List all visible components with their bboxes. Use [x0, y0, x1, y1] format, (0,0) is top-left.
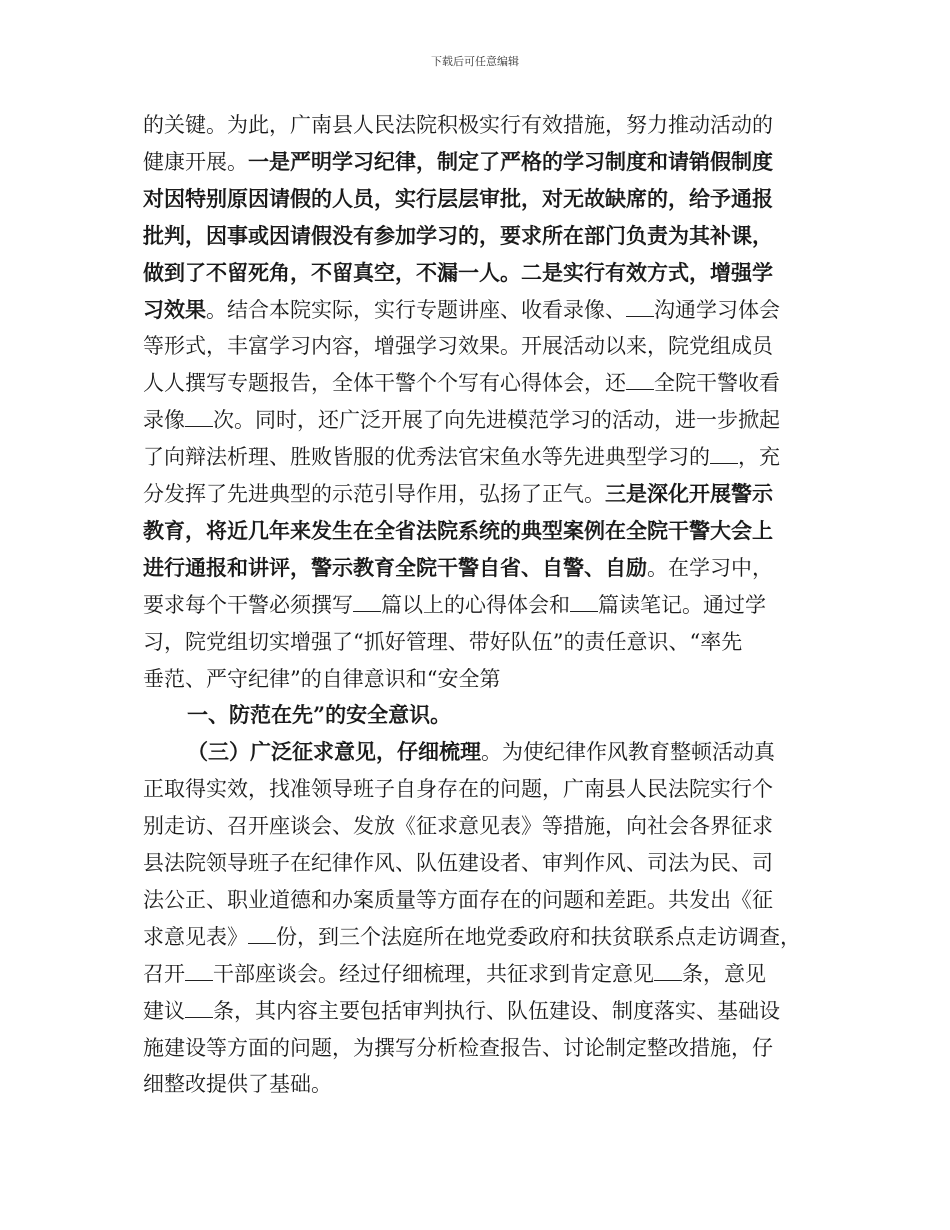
text-span: 份，到三个法庭所在地党委政府和扶贫联系点走访调查， — [276, 924, 801, 949]
text-span: 建议 — [143, 998, 185, 1023]
text-span: 次。同时，还广泛开展了向先进模范学习的活动，进一步掀起 — [213, 408, 780, 433]
text-span: 条，意见 — [682, 961, 766, 986]
text-line — [187, 735, 775, 769]
text-span: 法公正、职业道德和办案质量等方面存在的问题和差距。共发出《征 — [143, 887, 773, 912]
text-line — [143, 920, 801, 954]
text-span: 了向辩法析理、胜败皆服的优秀法官宋鱼水等先进典型学习的 — [143, 445, 710, 470]
text-span: 条，其内容主要包括审判执行、队伍建设、制度落实、基础设 — [213, 998, 780, 1023]
text-line — [143, 994, 780, 1028]
text-line — [143, 957, 766, 991]
text-line — [143, 256, 773, 290]
bold-text-span: 批判，因事或因请假没有参加学习的，要求所在部门负责为其补课， — [143, 222, 773, 248]
page-header: 下载后可任意编辑 — [431, 55, 519, 68]
bold-text-span: 一是严明学习纪律，制定了严格的学习制度和请销假制度 — [248, 148, 773, 174]
text-span: 施建设等方面的问题，为撰写分析检查报告、讨论制定整改措施，仔 — [143, 1035, 773, 1060]
text-line — [143, 588, 766, 622]
fill-in-blank — [626, 371, 654, 390]
text-span: 干部座谈会。经过仔细梳理，共征求到肯定意见 — [213, 961, 654, 986]
text-span: 录像 — [143, 408, 185, 433]
bold-text-span: 对因特别原因请假的人员，实行层层审批，对无故缺席的，给予通报 — [143, 185, 773, 211]
bold-text-span: 进行通报和讲评，警示教育全院干警自省、自警、自励 — [143, 554, 647, 580]
bold-text-span: 三是深化开展警示 — [605, 481, 773, 506]
text-line — [143, 625, 742, 659]
text-span: 习，院党组切实增强了“抓好管理、带好队伍”的责任意识、“率先 — [143, 629, 743, 654]
text-line — [143, 662, 500, 696]
text-line — [143, 551, 773, 585]
text-line — [143, 477, 773, 511]
fill-in-blank — [353, 593, 381, 612]
fill-in-blank — [710, 445, 738, 464]
text-line — [143, 809, 773, 843]
text-line — [143, 403, 780, 437]
fill-in-blank — [185, 408, 213, 427]
text-span: 篇读笔记。通过学 — [598, 592, 766, 617]
bold-text-span: 一、防范在先”的安全意识。 — [187, 702, 452, 728]
text-span: ，充 — [738, 445, 780, 470]
text-span: 沟通学习体会 — [654, 297, 780, 322]
text-span: 要求每个干警必须撰写 — [143, 592, 353, 617]
text-span: 别走访、召开座谈会、发放《征求意见表》等措施，向社会各界征求 — [143, 814, 773, 839]
text-span: 县法院领导班子在纪律作风、队伍建设者、审判作风、司法为民、司 — [143, 851, 773, 875]
text-span: 分发挥了先进典型的示范引导作用，弘扬了正气。 — [143, 482, 605, 506]
text-span: 。在学习中， — [647, 555, 773, 580]
text-line — [143, 772, 773, 806]
text-line — [143, 883, 773, 917]
fill-in-blank — [570, 593, 598, 612]
text-span: 全院干警收看 — [654, 371, 780, 396]
text-span: 等形式，丰富学习内容，增强学习效果。开展活动以来，院党组成员 — [143, 334, 773, 359]
text-line — [143, 366, 780, 400]
text-line — [143, 219, 773, 253]
bold-text-span: 教育，将近几年来发生在全省法院系统的典型案例在全院干警大会上 — [143, 517, 773, 543]
text-line — [143, 1067, 332, 1101]
text-span: 召开 — [143, 961, 185, 986]
fill-in-blank — [626, 298, 654, 317]
text-span: 垂范、严守纪律”的自律意识和“安全第 — [143, 666, 501, 691]
text-line — [143, 440, 780, 474]
text-span: 。为使纪律作风教育整顿活动真 — [481, 740, 775, 765]
bold-text-span: 习效果 — [143, 296, 206, 322]
text-span: 的关键。为此，广南县人民法院积极实行有效措施，努力推动活动的 — [143, 113, 773, 137]
text-line — [143, 293, 780, 327]
text-line — [143, 182, 773, 216]
fill-in-blank — [185, 962, 213, 981]
text-span: 。结合本院实际，实行专题讲座、收看录像、 — [206, 297, 626, 322]
text-span: 篇以上的心得体会和 — [381, 592, 570, 617]
fill-in-blank — [654, 962, 682, 981]
text-span: 细整改提供了基础。 — [143, 1072, 332, 1097]
text-line — [143, 329, 773, 363]
text-line — [143, 108, 773, 142]
text-line — [143, 1031, 773, 1065]
text-span: 健康开展。 — [143, 149, 248, 174]
text-span: 正取得实效，找准领导班子自身存在的问题，广南县人民法院实行个 — [143, 777, 773, 802]
text-line — [143, 145, 773, 179]
text-line — [143, 846, 773, 880]
text-span: 人人撰写专题报告，全体干警个个写有心得体会，还 — [143, 371, 626, 396]
text-line — [143, 514, 773, 548]
bold-text-span: 做到了不留死角，不留真空，不漏一人。二是实行有效方式，增强学 — [143, 259, 773, 285]
bold-text-span: （三）广泛征求意见，仔细梳理 — [187, 739, 481, 765]
text-span: 求意见表》 — [143, 924, 248, 949]
fill-in-blank — [248, 925, 276, 944]
text-line — [187, 698, 451, 732]
fill-in-blank — [185, 999, 213, 1018]
